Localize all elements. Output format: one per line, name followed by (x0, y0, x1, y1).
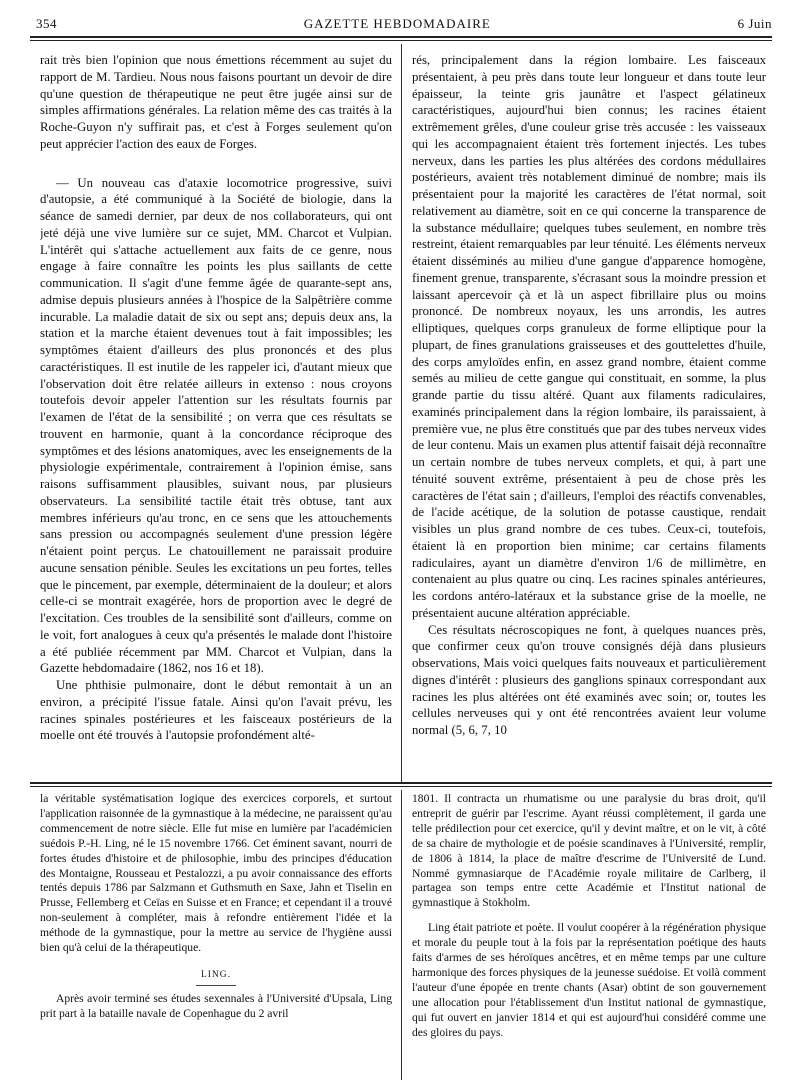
paragraph-forges: rait très bien l'opinion que nous émettions récemment au sujet du rapport de M. Tardieu. Nous nous faisons pourtant un devoir de dire qu'une question de thérapeutique ne peut être jugée ainsi sur de simples affirmations générales. La relation même des cas traités à la Roche-Guyon n'y suffirait pas, et c'est à Forges seulement qu'on peut apprécier l'action des eaux de Forges. (40, 53, 392, 151)
page-number: 354 (36, 16, 57, 31)
section-heading-ling: LING. (40, 968, 392, 986)
article-column-top-right (412, 52, 766, 780)
header-rule (30, 36, 772, 38)
feuilleton-column-right (412, 792, 766, 1076)
section-rule-thin (30, 786, 772, 787)
paragraph-phthisie: Une phthisie pulmonaire, dont le début remontait à un an environ, a précipité l'issue fatale. Ainsi qu'on l'avait prévu, les racines spinales postérieures et les faisceaux postérieurs de la moelle ont été trouvés à l'autopsie profondément alté- (40, 678, 392, 743)
journal-title: GAZETTE HEBDOMADAIRE (303, 16, 491, 31)
paragraph-ling-etudes: Après avoir terminé ses études sexennales à l'Université d'Upsala, Ling prit part à la bataille navale de Copenhague du 2 avril (40, 991, 392, 1020)
paragraph-ataxie: — Un nouveau cas d'ataxie locomotrice progressive, suivi d'autopsie, a été communiqué à la Société de biologie, dans la séance de samedi dernier, par deux de nos collaborateurs, qui ont jeté déjà une vive lumière sur ce sujet, MM. Charcot et Vulpian. L'intérêt qui s'attache actuellement aux faits de ce genre, nous engage à faire connaître les points les plus saillants de cette communication. Il s'agit d'une femme âgée de quarante-sept ans, admise depuis plusieurs années à l'hospice de la Salpêtrière comme incurable. La maladie datait de six ou sept ans; depuis deux ans, la station et la marche étaient devenues tout à fait impossibles; les symptômes étaient d'ailleurs des plus prononcés et des plus caractéristiques. Il est inutile de les rappeler ici, d'autant mieux que l'observation doit être relatée ailleurs in extenso : nous croyons toutefois devoir appeler l'attention sur les résultats fournis par l'examen de l'état de la sensibilité ; on verra que ces résultats se trouvent en harmonie, quant à la concordance réciproque des symptômes et des lésions anatomiques, avec les enseignements de la physiologie expérimentale, contrairement à l'opinion émise, sans raisons suffisamment plausibles, suivant nous, par plusieurs observateurs. La sensibilité tactile était très obtuse, tant aux membres inférieurs qu'au tronc, en ce sens que les attouchements sans pression ou accompagnés seulement d'une pression légère n'étaient point perçus. Le chatouillement ne paraissait produire aucune sensation pénible. Seules les excitations un peu fortes, telles que le pincement, par exemple, déterminaient de la douleur; et alors celle-ci se montrait exagérée, hors de proportion avec le degré de l'excitation. Ces troubles de la sensibilité sont d'ailleurs, comme on le voit, fort analogues à ceux qu'a présentés le malade dont l'histoire a été publiée récemment par MM. Charcot et Vulpian, dans la Gazette hebdomadaire (1862, nos 16 et 18). (40, 175, 392, 676)
paragraph-ling-escrime: 1801. Il contracta un rhumatisme ou une paralysie du bras droit, qu'il entreprit de guérir par l'escrime. Ayant réussi complètement, il garda une telle prédilection pour cet exercice, qu'il y devint maître, et on le vit, à côté de sa chaire de mythologie et de poésie scandinaves à l'Université, remplir, de 1806 à 1814, la place de maître d'escrime de l'Université de Lund. Nommé gymnasiarque de l'Académie royale militaire de Carlberg, il partagea son temps entre cette Académie et l'Institut national de gymnastique à Stokholm. (412, 792, 766, 910)
header-rule-thin (30, 40, 772, 41)
column-divider-top (401, 44, 402, 782)
article-column-top-left (40, 52, 392, 780)
paragraph-resultats: Ces résultats nécroscopiques ne font, à quelques nuances près, que confirmer ceux qu'on trouve consignés déjà dans plusieurs observations, Mais voici quelques faits nouveaux et particulièrement dignes d'intérêt : plusieurs des ganglions spinaux correspondant aux racines les plus altérées ont été examinés avec soin; or, toutes les cellules nerveuses qui y ont été rencontrées avaient leur volume normal (5, 6, 7, 10 (412, 622, 766, 737)
feuilleton-column-left (40, 792, 392, 1076)
paragraph-gymnastique: la véritable systématisation logique des exercices corporels, et surtout l'application raisonnée de la gymnastique à la médecine, ne paraissent qu'au commencement de notre siècle. Elle fut mise en lumière par l'académicien suédois P.-H. Ling, né le 15 novembre 1766. Cet éminent savant, nourri de fortes études d'histoire et de philosophie, imbu des principes d'éducation des Montaigne, Rousseau et Pestalozzi, a pu avoir connaissance des efforts tentés depuis 1786 par Salzmann et Guthsmuth en Saxe, Jahn et Tiselin en Prusse, Fellemberg et Ceïas en Suisse et en France; et cependant il a trouvé non-seulement à compléter, mais à refondre entièrement l'idée et la méthode de la gymnastique, pour la mettre au service de l'hygiène aussi bien qu'à celui de la thérapeutique. (40, 792, 392, 955)
paragraph-autopsie: rés, principalement dans la région lombaire. Les faisceaux présentaient, à peu près dans toute leur longueur et dans toute leur épaisseur, la teinte gris jaunâtre et l'aspect gélatineux caractéristiques, aujourd'hui bien connus; les racines étaient extrêmement grêles, d'une couleur grise très accusée : les vaisseaux qui les accompagnaient étaient très fortement injectés. Les tubes nerveux, dans les parties les plus altérées des cordons médullaires postérieurs, avaient très notablement diminué de nombre; mais ils présentaient pour la majorité les caractères de l'état normal, soit relativement au diamètre, soit en ce qui concerne la transparence de la substance médullaire; quelques tubes seulement, en nombre très restreint, étaient remarquables par leur ténuité. Les éléments nerveux étaient disséminés au milieu d'une gangue d'apparence homogène, finement grenue, transparente, s'écrasant sous la moindre pression et laissant apercevoir çà et là un aspect fibrillaire plus ou moins prononcé. De nombreux noyaux, les uns arrondis, les autres elliptiques, quelques corps granuleux de forme elliptique pour la plupart, de fines granulations graisseuses et des gouttelettes d'huile, des corps amyloïdes enfin, en assez grand nombre, étaient comme semés au milieu de cette gangue qui constituait, en somme, la plus grande partie du tissu altéré. Quant aux filaments radiculaires, examinés principalement dans la région lombaire, ils paraissaient, à première vue, ne plus être constitués que par des tubes nerveux vides de leur contenu. Mais un examen plus attentif faisait déjà reconnaître un certain nombre de tubes nerveux complets, et qui, à part une ténuité souvent extrême, présentaient à peu de chose près les caractères de l'état sain ; d'ailleurs, l'emploi des réactifs convenables, de l'acide acétique, de la solution de potasse caustique, rendait visibles un plus grand nombre de ces tubes. Ceux-ci, toutefois, étaient là en proportion bien minime; car certains filaments radiculaires, ayant un diamètre d'environ 1/6 de millimètre, en contenaient au plus quatre ou cinq. Les racines spinales antérieures, les cordons antéro-latéraux et la substance grise de la moelle, ne présentaient aucune altération appréciable. (412, 53, 766, 620)
issue-date: 6 Juin (737, 16, 772, 31)
page-header (36, 6, 772, 32)
paragraph-ling-patriote: Ling était patriote et poète. Il voulut coopérer à la régénération physique et morale du peuple tout à la fois par la représentation poétique des hauts faits d'armes de ses héroïques ancêtres, et en même temps par une culture harmonique des forces physiques de la jeunesse suédoise. Et voilà comment l'auteur d'une épopée en trente chants (Asar) obtint de son gouvernement une allocation pour l'établissement d'un Institut national de gymnastique, qui fut ouvert en janvier 1814 et qui est aujourd'hui considéré comme une des gloires du pays. (412, 921, 766, 1039)
section-rule (30, 782, 772, 784)
column-divider-bottom (401, 790, 402, 1080)
